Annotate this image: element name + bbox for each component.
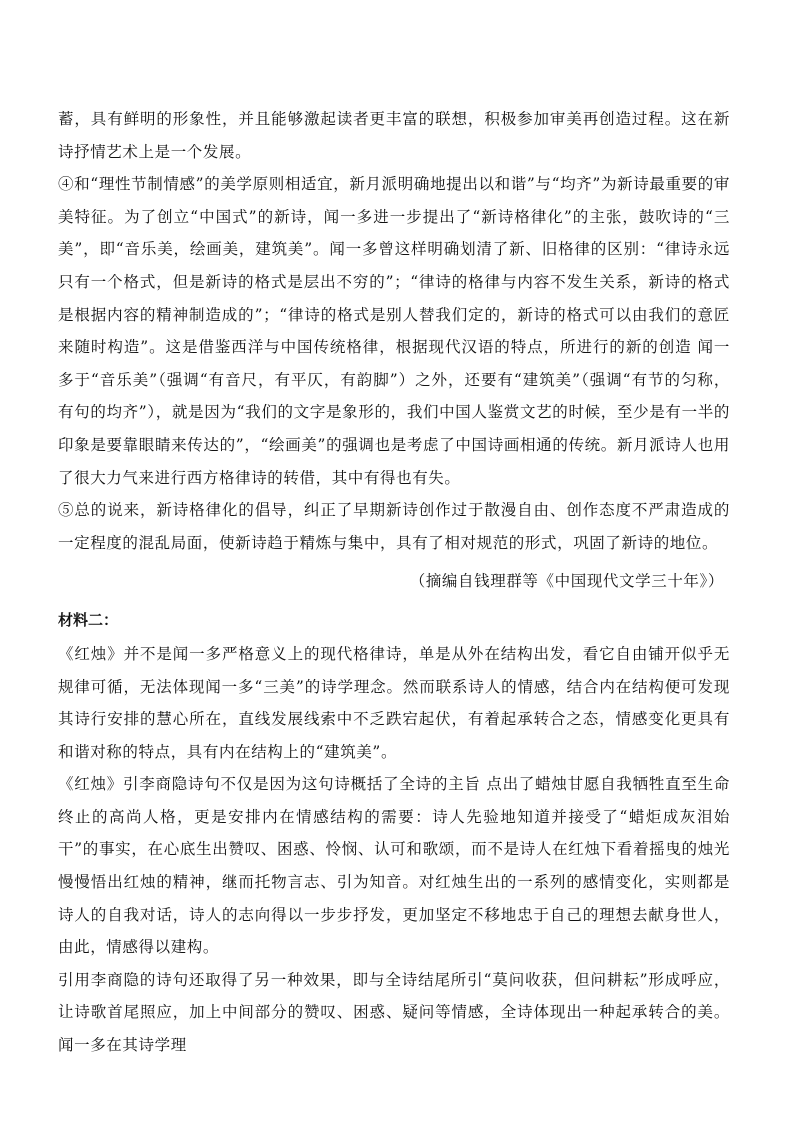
- source-citation: （摘编自钱理群等《中国现代文学三十年》）: [409, 572, 724, 591]
- paragraph-4: ④和“理性节制情感”的美学原则相适宜，新月派明确地提出以和谐”与“均齐”为新诗最重要的审美特征。为了创立“中国式”的新诗，闻一多进一步提出了“新诗格律化”的主张，鼓吹诗的“三美”，即“音乐美，绘画美，建筑美”。闻一多曾这样明确划清了新、旧格律的区别：“律诗永远只有一个格式，但是新诗的格式是层出不穷的”；“律诗的格律与内容不发生关系，新诗的格式是根据内容的精神制造成的”；“律诗的格式是别人替我们定的，新诗的格式可以由我们的意匠来随时构造”。这是借鉴西洋与中国传统格律，根据现代汉语的特点，所进行的新的创造 闻一多于“音乐美”（强调“有音尺，有平仄，有韵脚”）之外，还要有“建筑美”（强调“有节的匀称，有句的均齐”），就是因为“我们的文字是象形的，我们中国人鉴赏文艺的时候，至少是有一半的印象是要靠眼睛来传达的”，“绘画美”的强调也是考虑了中国诗画相通的传统。新月派诗人也用了很大力气来进行西方格律诗的转借，其中有得也有失。: [58, 175, 730, 487]
- paragraph-continuation: 蓄，具有鲜明的形象性，并且能够激起读者更丰富的联想，积极参加审美再创造过程。这在新诗抒情艺术上是一个发展。: [58, 110, 730, 161]
- material-2-paragraph-2: 《红烛》引李商隐诗句不仅是因为这句诗概括了全诗的主旨 点出了蜡烛甘愿自我牺牲直至生命终止的高尚人格，更是安排内在情感结构的需要：诗人先验地知道并接受了“蜡炬成灰泪始干”的事实，在心底生出赞叹、困惑、怜悯、认可和歌颂，而不是诗人在红烛下看着摇曳的烛光慢慢悟出红烛的精神，继而托物言志、引为知音。对红烛生出的一系列的感情变化，实则都是诗人的自我对话，诗人的志向得以一步步抒发，更加坚定不移地忠于自己的理想去献身世人，由此，情感得以建构。: [58, 775, 730, 957]
- paragraph-5: ⑤总的说来，新诗格律化的倡导，纠正了早期新诗创作过于散漫自由、创作态度不严肃造成的一定程度的混乱局面，使新诗趋于精炼与集中，具有了相对规范的形式，巩固了新诗的地位。: [58, 501, 730, 552]
- material-2-paragraph-1: 《红烛》并不是闻一多严格意义上的现代格律诗，单是从外在结构出发，看它自由铺开似乎无规律可循，无法体现闻一多“三美”的诗学理念。然而联系诗人的情感，结合内在结构便可发现其诗行安排的慧心所在，直线发展线索中不乏跌宕起伏，有着起承转合之态，情感变化更具有和谐对称的特点，具有内在结构上的“建筑美”。: [58, 644, 730, 761]
- material-2-heading: 材料二：: [58, 610, 119, 629]
- material-2-paragraph-3: 引用李商隐的诗句还取得了另一种效果，即与全诗结尾所引“莫问收获，但问耕耘”形成呼应，让诗歌首尾照应，加上中间部分的赞叹、困惑、疑问等情感，全诗体现出一种起承转合的美。闻一多在其诗学理: [58, 970, 730, 1055]
